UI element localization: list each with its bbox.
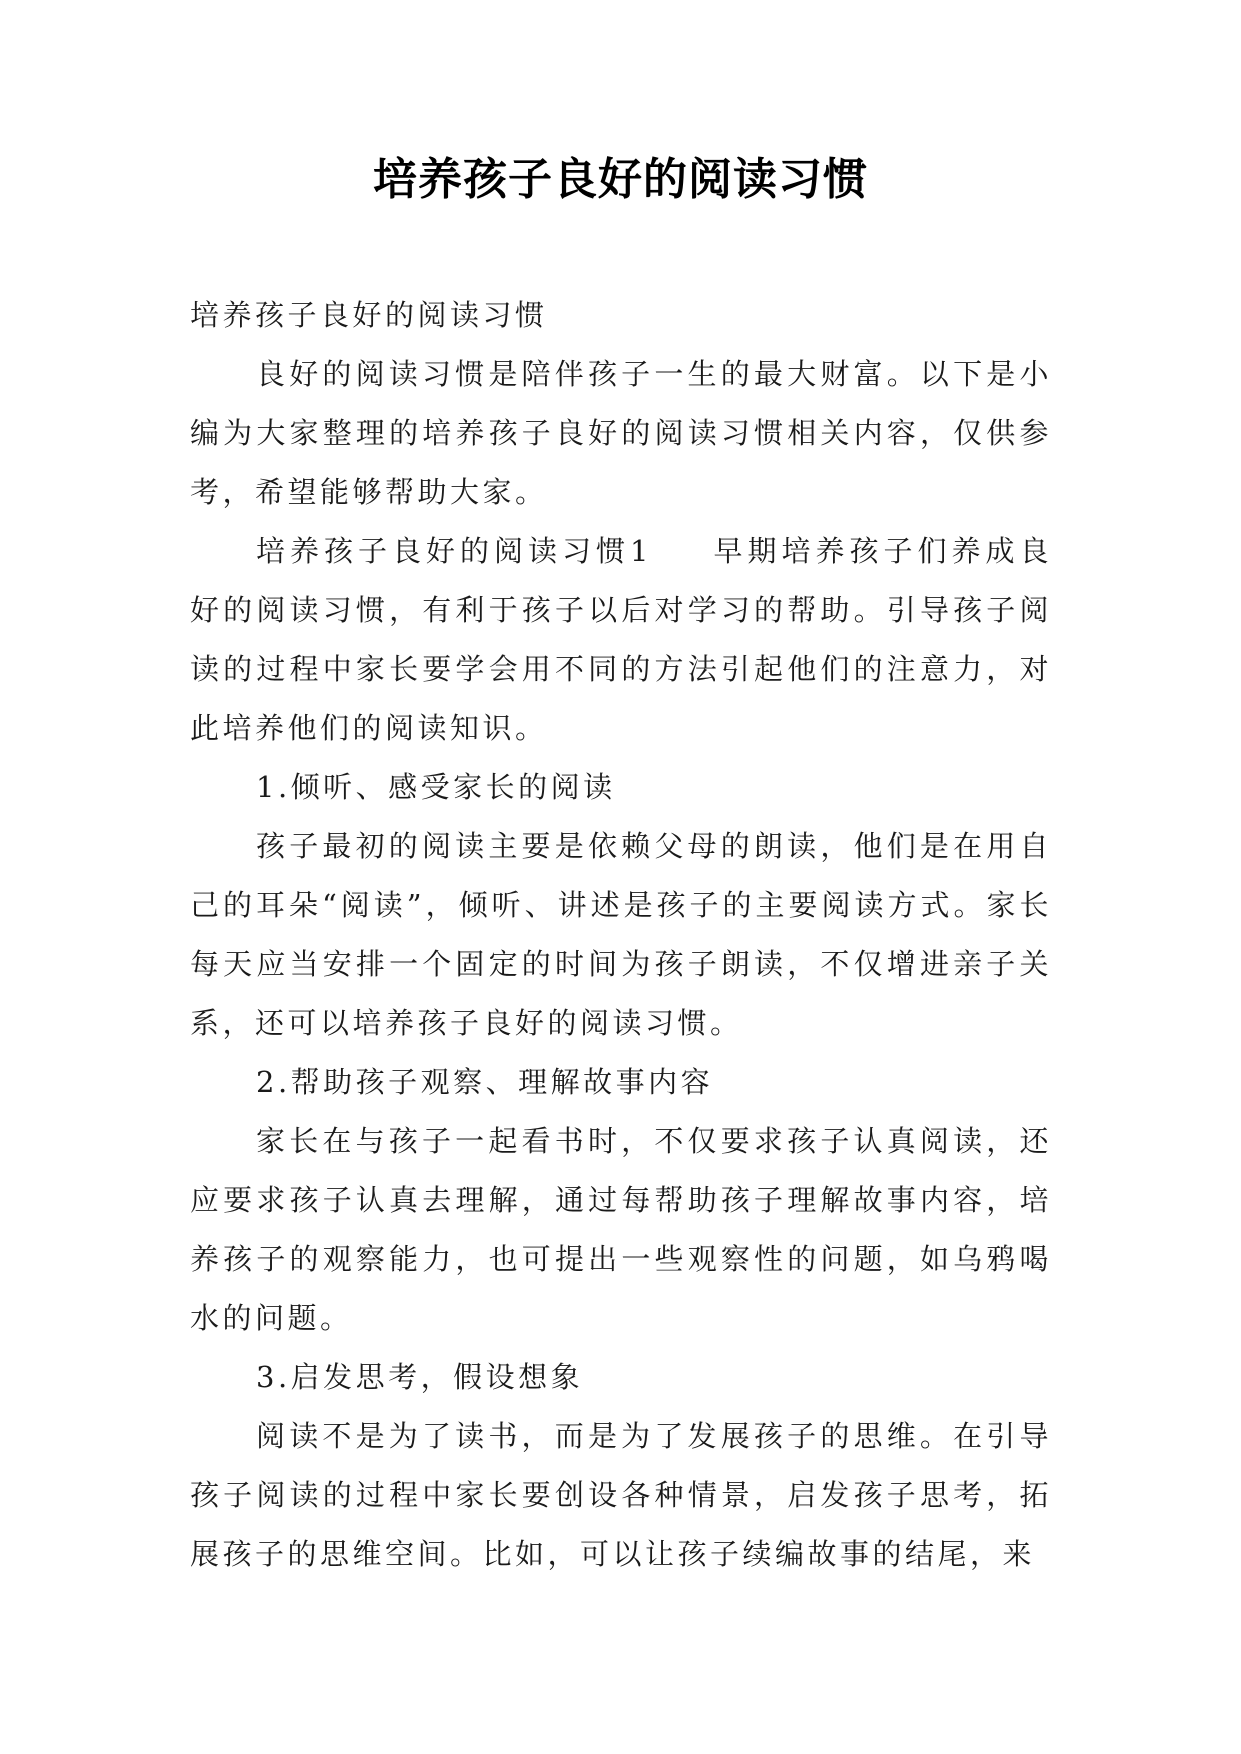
subtitle-line: 培养孩子良好的阅读习惯 (190, 298, 548, 332)
point-heading-2: 2.帮助孩子观察、理解故事内容 (256, 1065, 714, 1099)
point-paragraph-3: 阅读不是为了读书，而是为了发展孩子的思维。在引导孩子阅读的过程中家长要创设各种情景，启发孩子思考，拓展孩子的思维空间。比如，可以让孩子续编故事的结尾，来 (190, 1419, 1052, 1571)
point-paragraph-1: 孩子最初的阅读主要是依赖父母的朗读，他们是在用自己的耳朵“阅读”，倾听、讲述是孩子的主要阅读方式。家长每天应当安排一个固定的时间为孩子朗读，不仅增进亲子关系，还可以培养孩子良好的阅读习惯。 (190, 829, 1052, 1040)
document-body (190, 286, 1052, 1584)
point-paragraph-2: 家长在与孩子一起看书时，不仅要求孩子认真阅读，还应要求孩子认真去理解，通过每帮助孩子理解故事内容，培养孩子的观察能力，也可提出一些观察性的问题，如乌鸦喝水的问题。 (190, 1124, 1052, 1335)
section-heading: 培养孩子良好的阅读习惯1 (256, 534, 652, 568)
point-heading-1: 1.倾听、感受家长的阅读 (256, 770, 616, 804)
section-text: 早期培养孩子们养成良好的阅读习惯，有利于孩子以后对学习的帮助。引导孩子阅读的过程中家长要学会用不同的方法引起他们的注意力，对此培养他们的阅读知识。 (190, 534, 1052, 745)
document-title: 培养孩子良好的阅读习惯 (373, 154, 868, 205)
intro-paragraph: 良好的阅读习惯是陪伴孩子一生的最大财富。以下是小编为大家整理的培养孩子良好的阅读习惯相关内容，仅供参考，希望能够帮助大家。 (190, 357, 1052, 509)
point-heading-3: 3.启发思考，假设想象 (256, 1360, 584, 1394)
section-paragraph (190, 522, 1052, 758)
